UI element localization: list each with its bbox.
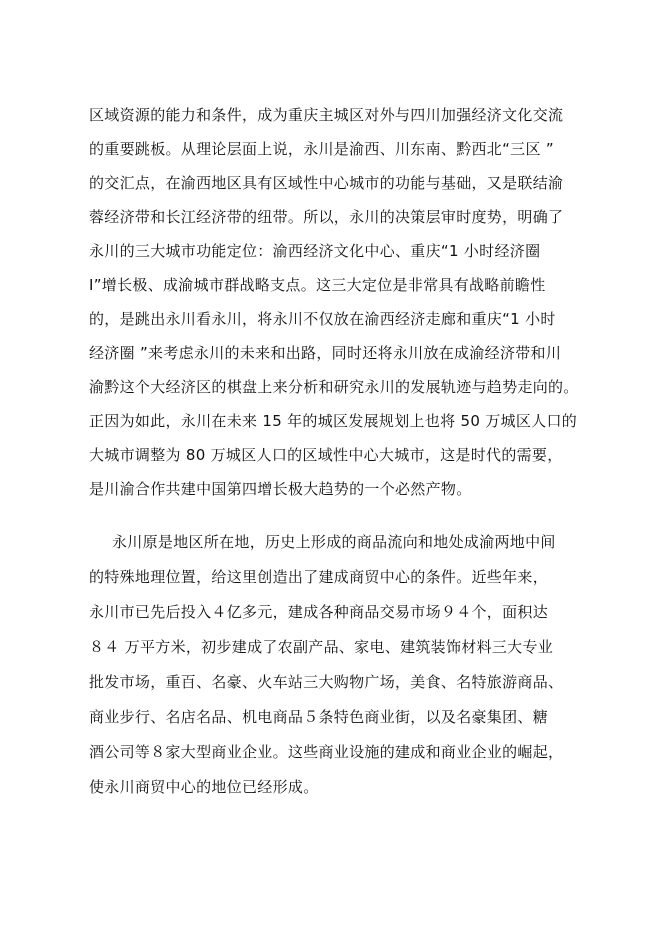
paragraph-1-line: Ⅰ”增长极、成渝城市群战略支点。这三大定位是非常具有战略前瞻性 xyxy=(89,276,546,294)
paragraph-2-line: 酒公司等８家大型商业企业。这些商业设施的建成和商业企业的崛起， xyxy=(89,743,564,761)
paragraph-1-line: 永川的三大城市功能定位：渝西经济文化中心、重庆“1 小时经济圈 xyxy=(89,242,541,260)
paragraph-2-line: 永川市已先后投入４亿多元，建成各种商品交易市场９４个，面积达 xyxy=(89,603,549,621)
paragraph-1-line: 经济圈 ”来考虑永川的未来和出路，同时还将永川放在成渝经济带和川 xyxy=(89,344,562,362)
paragraph-1-line: 蓉经济带和长江经济带的纽带。所以，永川的决策层审时度势，明确了 xyxy=(89,208,564,226)
paragraph-1-line: 的重要跳板。从理论层面上说，永川是渝西、川东南、黔西北“三区 ” xyxy=(89,140,554,158)
paragraph-1-line: 渝黔这个大经济区的棋盘上来分析和研究永川的发展轨迹与趋势走向的。 xyxy=(89,378,579,396)
paragraph-1-line: 大城市调整为 80 万城区人口的区域性中心大城市，这是时代的需要， xyxy=(89,446,563,464)
paragraph-2-line: 的特殊地理位置，给这里创造出了建成商贸中心的条件。近些年来， xyxy=(89,568,549,586)
paragraph-1-line: 是川渝合作共建中国第四增长极大趋势的一个必然产物。 xyxy=(89,480,472,498)
paragraph-2-line: 商业步行、名店名品、机电商品５条特色商业街，以及名豪集团、糖 xyxy=(89,708,549,726)
paragraph-2-line: 使永川商贸中心的地位已经形成。 xyxy=(89,778,319,796)
paragraph-2-line: 批发市场，重百、名豪、火车站三大购物广场，美食、名特旅游商品、 xyxy=(89,673,564,691)
paragraph-2-line: ８４ 万平方米，初步建成了农副产品、家电、建筑装饰材料三大专业 xyxy=(89,638,554,656)
paragraph-1-line: 正因为如此，永川在未来 15 年的城区发展规划上也将 50 万城区人口的 xyxy=(89,412,578,430)
paragraph-1-line: 的，是跳出永川看永川，将永川不仅放在渝西经济走廊和重庆“1 小时 xyxy=(89,310,556,328)
paragraph-1-line: 的交汇点，在渝西地区具有区域性中心城市的功能与基础，又是联结渝 xyxy=(89,174,564,192)
paragraph-2-line: 永川原是地区所在地，历史上形成的商品流向和地处成渝两地中间 xyxy=(112,533,556,551)
paragraph-1-line: 区域资源的能力和条件，成为重庆主城区对外与四川加强经济文化交流 xyxy=(89,106,564,124)
